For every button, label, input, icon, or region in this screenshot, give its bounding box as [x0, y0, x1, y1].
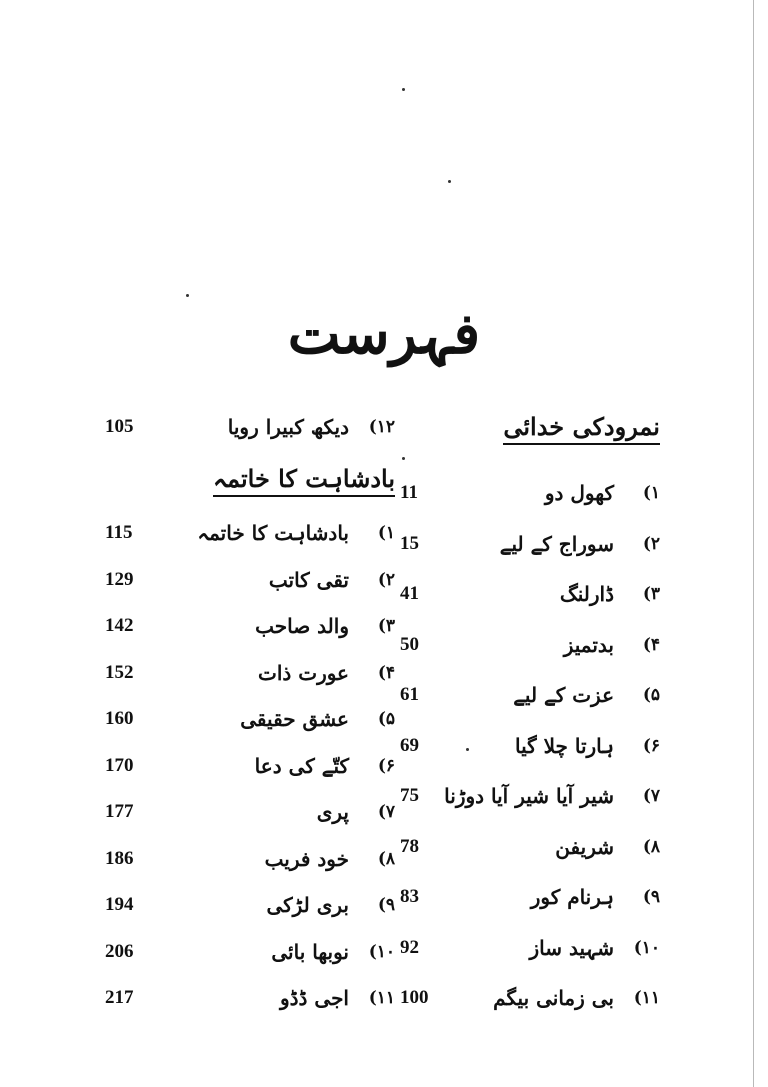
toc-row[interactable] [400, 933, 660, 963]
entry-number: ۳) [377, 616, 395, 636]
entry-title: تقی کاتب [268, 567, 349, 592]
entry-number: ۶) [642, 735, 660, 756]
toc-row[interactable] [105, 751, 395, 781]
entry-number: ۲) [377, 569, 395, 590]
entry-page: 186 [105, 847, 134, 869]
entry-title: پری [316, 800, 349, 824]
entry-title: نوبھا بائی [271, 939, 349, 964]
entry-page: 83 [400, 886, 419, 907]
entry-number: ۹) [377, 895, 395, 915]
section-heading: بادشاہت کا خاتمہ [213, 464, 395, 497]
entry-page: 69 [400, 734, 419, 756]
entry-page: 100 [400, 987, 429, 1008]
entry-page: 194 [105, 894, 134, 915]
entry-title: عورت ذات [257, 660, 349, 685]
entry-number: ۱) [377, 523, 395, 543]
entry-page: 15 [400, 532, 419, 554]
entry-title: والد صاحب [255, 614, 349, 638]
entry-page: 170 [105, 754, 134, 776]
toc-row[interactable] [400, 882, 660, 912]
toc-row[interactable] [400, 983, 660, 1013]
toc-row[interactable] [400, 478, 660, 508]
toc-row[interactable] [400, 630, 660, 660]
entry-number: ۸) [642, 836, 660, 857]
entry-title: بادشاہت کا خاتمہ [197, 521, 349, 545]
entry-number: ۵) [377, 709, 395, 729]
entry-page: 50 [400, 633, 419, 655]
toc-row[interactable] [105, 412, 395, 442]
entry-title: بی زمانی بیگم [493, 986, 614, 1010]
entry-title: شہید ساز [529, 935, 614, 960]
entry-page: 75 [400, 785, 419, 806]
toc-row[interactable] [400, 579, 660, 609]
entry-title: خود فریب [264, 846, 349, 871]
entry-number: ۳) [642, 584, 660, 604]
toc-row[interactable] [105, 704, 395, 734]
entry-title: کھول دو [544, 481, 614, 505]
paper-speck [448, 180, 451, 183]
toc-row[interactable] [105, 937, 395, 967]
entry-title: عزت کے لیے [513, 683, 614, 707]
entry-number: ۷) [377, 802, 395, 822]
toc-row[interactable] [400, 731, 660, 761]
toc-row[interactable] [400, 680, 660, 710]
paper-speck [186, 294, 189, 297]
entry-number: ۱۱) [368, 988, 395, 1008]
entry-title: ہرنام کور [530, 885, 614, 909]
paper-speck [402, 457, 405, 460]
entry-title: عشق حقیقی [240, 707, 349, 731]
entry-title: اجی ڈڈو [279, 986, 349, 1010]
entry-title: شریفن [555, 834, 614, 859]
entry-title: سوراج کے لیے [499, 531, 614, 556]
toc-row[interactable] [105, 518, 395, 548]
entry-number: ۸) [377, 848, 395, 869]
entry-number: ۲) [642, 533, 660, 554]
toc-row[interactable] [105, 890, 395, 920]
entry-page: 92 [400, 936, 419, 958]
entry-page: 177 [105, 801, 134, 822]
entry-title: ڈارلنگ [559, 582, 614, 606]
toc-row[interactable] [105, 844, 395, 874]
entry-page: 115 [105, 522, 133, 543]
entry-title: کتّے کی دعا [254, 753, 349, 778]
entry-page: 11 [400, 482, 418, 503]
entry-number: ۱۲) [368, 417, 395, 437]
entry-page: 129 [105, 568, 134, 590]
entry-page: 78 [400, 835, 419, 857]
entry-number: ۱۰) [633, 937, 660, 958]
entry-number: ۹) [642, 887, 660, 907]
entry-page: 217 [105, 987, 134, 1008]
page-title: فہرست [287, 300, 481, 367]
toc-row[interactable] [105, 611, 395, 641]
entry-page: 41 [400, 583, 419, 604]
entry-page: 206 [105, 940, 134, 962]
entry-title: بدتمیز [563, 632, 614, 657]
entry-title: شیر آیا شیر آیا دوڑنا [444, 784, 614, 808]
entry-number: ۴) [642, 634, 660, 655]
entry-number: ۱) [642, 483, 660, 503]
entry-title: ہارتا چلا گیا [514, 733, 614, 758]
entry-page: 160 [105, 708, 134, 729]
toc-row[interactable] [105, 797, 395, 827]
toc-row[interactable] [400, 781, 660, 811]
page-edge-line [753, 0, 754, 1087]
entry-number: ۶) [377, 755, 395, 776]
toc-row[interactable] [400, 529, 660, 559]
toc-row[interactable] [105, 658, 395, 688]
entry-title: بری لڑکی [266, 893, 349, 917]
entry-page: 152 [105, 661, 134, 683]
section-heading: نمرودکی خدائی [503, 412, 660, 445]
entry-number: ۱۱) [633, 988, 660, 1008]
toc-row[interactable] [400, 832, 660, 862]
entry-number: ۷) [642, 786, 660, 806]
entry-number: ۱۰) [368, 941, 395, 962]
toc-row[interactable] [105, 983, 395, 1013]
entry-page: 61 [400, 684, 419, 705]
entry-number: ۵) [642, 685, 660, 705]
paper-speck [402, 88, 405, 91]
entry-page: 142 [105, 615, 134, 636]
entry-page: 105 [105, 416, 134, 437]
entry-title: دیکھ کبیرا رویا [227, 415, 349, 439]
toc-row[interactable] [105, 565, 395, 595]
entry-number: ۴) [377, 662, 395, 683]
